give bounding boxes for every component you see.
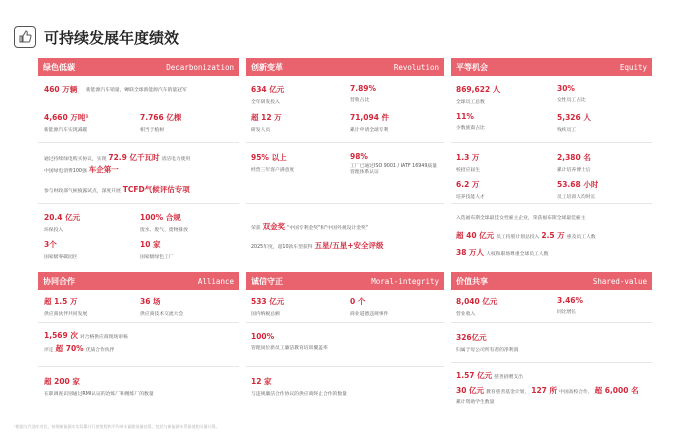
metric <box>140 212 188 233</box>
metric <box>44 376 154 397</box>
highlight-value: 车企第一 <box>88 165 119 174</box>
panel-title: 平等机会 <box>456 62 488 72</box>
metric-label: 全年研发投入 <box>251 100 280 105</box>
highlight-line <box>44 184 190 195</box>
panel-title: 绿色低碳 <box>43 62 75 72</box>
text: 惠及员工人数 <box>566 235 596 240</box>
highlight-value: 1,569 次 <box>44 331 78 340</box>
panel-moral-integrity <box>246 272 444 412</box>
metric-label: 与违规廉洁合作协议的供应商终止合作的数量 <box>251 392 347 397</box>
metric-label: 供应商伙伴共同发展 <box>44 312 88 317</box>
metric-value: 11% <box>456 112 474 121</box>
panel-title: 创新变革 <box>251 62 283 72</box>
metric <box>456 152 480 173</box>
metric-value: 7.89% <box>350 84 377 93</box>
metric <box>44 212 80 233</box>
text: 人权和职场尊重全球员工人数 <box>486 252 549 257</box>
metric-label: 经营三年客户满意度 <box>251 168 295 173</box>
text: 清洁电力使用 <box>161 157 191 162</box>
metric-value: 8,040 亿元 <box>456 297 498 306</box>
metric <box>140 112 181 133</box>
highlight-line <box>456 385 639 396</box>
panel-subtitle: Shared-value <box>592 276 647 286</box>
metric <box>251 84 284 105</box>
metric-value: 12 家 <box>251 377 272 386</box>
metric-value: 超 200 家 <box>44 377 80 386</box>
metric-value: 533 亿元 <box>251 297 285 306</box>
metric-value: 1.3 万 <box>456 153 480 162</box>
metric-value: 10 家 <box>140 240 161 249</box>
panel-title: 诚信守正 <box>251 276 283 286</box>
metric-value: 634 亿元 <box>251 85 285 94</box>
panel-header <box>246 58 444 76</box>
metric-label: 累计申请全球专利 <box>350 128 389 133</box>
highlight-value: 双金奖 <box>262 222 286 231</box>
panel-title: 协同合作 <box>43 276 75 286</box>
panel-header <box>451 58 652 76</box>
metric <box>350 112 389 133</box>
text: 荣获 <box>251 226 261 231</box>
highlight-line <box>456 398 494 405</box>
panel-title: 价值共享 <box>456 276 488 286</box>
highlight-line <box>44 164 119 175</box>
metric <box>557 152 591 173</box>
metric-label: 相当于植树 <box>140 128 164 133</box>
text: 参与财政部气候披露试点，深度开展 <box>44 189 121 194</box>
highlight-line <box>251 240 384 251</box>
text: 中国高校合作， <box>559 390 593 395</box>
panel-decarbonization <box>38 58 239 260</box>
panel-header <box>451 272 652 290</box>
metric-value: 53.68 小时 <box>557 180 599 189</box>
metric <box>350 152 440 176</box>
divider <box>451 322 652 323</box>
text: 通过持续绿电购买协议，实现 <box>44 157 107 162</box>
highlight-line <box>44 343 114 354</box>
highlight-value: 超 70% <box>55 344 84 353</box>
highlight-value: 五星/五星+安全评级 <box>314 241 384 250</box>
metric <box>251 376 347 397</box>
highlight-value: 超 6,000 名 <box>594 386 639 395</box>
highlight-line <box>456 214 586 221</box>
metric-label: 校招应届生 <box>456 168 480 173</box>
text: 优质合作伙伴 <box>85 348 115 353</box>
metric-value: 3.46% <box>557 296 584 305</box>
highlight-line <box>251 221 368 232</box>
highlight-line <box>44 152 190 163</box>
panel-alliance <box>38 272 239 412</box>
metric-label: 少数族裔占比 <box>456 126 485 131</box>
metric-label: 同比增长 <box>557 310 577 315</box>
panel-revolution <box>246 58 444 260</box>
panel-subtitle: Equity <box>619 62 647 72</box>
metric <box>251 112 282 133</box>
metric-label: 归属于母公司所有者的净利润 <box>456 348 519 353</box>
panel-header <box>38 58 239 76</box>
metric <box>557 296 583 315</box>
divider <box>38 322 239 323</box>
thumbs-up-icon <box>14 26 36 48</box>
metric-label: 研发人员 <box>251 128 271 133</box>
metric-value: 20.4 亿元 <box>44 213 81 222</box>
metric-value: 4,660 万吨¹ <box>44 113 89 122</box>
metric-label: 国家级绿色工厂 <box>140 255 174 260</box>
metric <box>251 332 328 351</box>
metric <box>44 112 89 133</box>
metric-label: 培养技能人才 <box>456 195 485 200</box>
text: 入选福布斯全球最佳女性雇主企业，荣获福布斯全球最佳雇主 <box>456 216 586 221</box>
metric-label: 新能源汽车实现减碳 <box>44 128 88 133</box>
metric <box>456 112 485 131</box>
highlight-value: 127 所 <box>531 386 558 395</box>
divider <box>246 322 444 323</box>
text: "中国专利金奖"和"中国外观设计金奖" <box>287 226 368 231</box>
metric <box>557 112 591 133</box>
panel-subtitle: Decarbonization <box>166 62 234 72</box>
text: 累计资助学生数量 <box>456 400 495 405</box>
text: 慈善捐赠支出 <box>494 375 523 380</box>
highlight-value: 超 40 亿元 <box>456 231 495 240</box>
highlight-value: 38 万人 <box>456 248 485 257</box>
metric <box>44 296 87 317</box>
divider <box>246 366 444 367</box>
metric-value: 6.2 万 <box>456 180 480 189</box>
text: 员工持股计划总投入 <box>496 235 540 240</box>
page-header <box>14 26 179 48</box>
text: 评定 <box>44 348 54 353</box>
metric <box>350 296 388 317</box>
metric-value: 0 个 <box>350 297 366 306</box>
panel-shared-value <box>451 272 652 412</box>
highlight-value: TCFD气候评估专项 <box>122 185 190 194</box>
panel-equity <box>451 58 652 260</box>
panel-header <box>38 272 239 290</box>
metric-value: 95% 以上 <box>251 153 287 162</box>
metric-label: 商业道德违规事件 <box>350 312 389 317</box>
highlight-line <box>456 230 596 241</box>
panel-subtitle: Revolution <box>393 62 439 72</box>
metric-value: 100% 合规 <box>140 213 181 222</box>
divider <box>451 203 652 204</box>
divider <box>246 203 444 204</box>
highlight-value: 30 亿元 <box>456 386 485 395</box>
divider <box>451 142 652 143</box>
highlight-value: 72.9 亿千瓦时 <box>108 153 160 162</box>
highlight-line <box>44 330 128 341</box>
divider <box>38 142 239 143</box>
footnote: ¹根据与汽油车对比，按照新能源车实际累计行驶里程和平均单车碳排放量估算，包括与新能源车系排放相关量计算。 <box>14 424 220 429</box>
metric-value: 326亿元 <box>456 333 487 342</box>
metric <box>251 152 294 173</box>
panel-header <box>246 272 444 290</box>
highlight-line <box>456 247 548 258</box>
highlight-value: 1.57 亿元 <box>456 371 493 380</box>
metric <box>251 296 284 317</box>
metric-label: 残疾员工 <box>557 128 577 133</box>
metric <box>557 84 586 103</box>
metric-label: 员工培训人均时长 <box>557 195 596 200</box>
divider <box>38 366 239 367</box>
metric <box>140 296 183 317</box>
text: 对合格供应商现场审核 <box>79 335 128 340</box>
metric <box>44 84 77 95</box>
text: 教育慈善基金计划， <box>486 390 530 395</box>
metric-value: 超 1.5 万 <box>44 297 78 306</box>
panel-subtitle: Moral-integrity <box>371 276 439 286</box>
metric-value: 460 万辆 <box>44 85 78 94</box>
metric-value: 30% <box>557 84 575 93</box>
metric-label: 管理岗位新员工廉洁教育培训覆盖率 <box>251 346 328 351</box>
metric-label <box>86 86 187 93</box>
metric <box>456 332 518 353</box>
metric-label: 工厂已通过ISO 9001 / IATF 16949质量管理体系认证 <box>350 164 438 176</box>
divider <box>38 203 239 204</box>
metric-value: 36 场 <box>140 297 161 306</box>
metric-value: 100% <box>251 332 275 341</box>
metric <box>456 179 485 200</box>
page-title: 可持续发展年度绩效 <box>44 28 180 47</box>
metric-value: 超 12 万 <box>251 113 282 122</box>
metric <box>456 296 497 317</box>
metric-label: 营业收入 <box>456 312 476 317</box>
metric-value: 7.766 亿棵 <box>140 113 182 122</box>
metric-value: 3个 <box>44 240 57 249</box>
metric-label: 供应商技术交流大会 <box>140 312 184 317</box>
metric-value: 98% <box>350 152 368 161</box>
panel-subtitle: Alliance <box>197 276 234 286</box>
metric <box>456 84 500 105</box>
metric <box>350 84 376 103</box>
divider <box>246 142 444 143</box>
metric-label: 全球员工总数 <box>456 100 485 105</box>
metric-value: 71,094 件 <box>350 113 390 122</box>
metric-label: 废水、废气、废物排放 <box>140 228 188 233</box>
divider <box>451 362 652 363</box>
text: 2025年度，超10款车型获得 <box>251 245 313 250</box>
metric-label-text: 新能源汽车销量，蝉联全球新能源汽车销量冠军 <box>86 88 187 93</box>
metric-label: 营收占比 <box>350 98 370 103</box>
metric-label: 女性员工占比 <box>557 98 586 103</box>
metric <box>557 179 598 200</box>
metric-value: 5,326 人 <box>557 113 591 122</box>
metric <box>44 239 78 260</box>
metric-value: 869,622 人 <box>456 85 501 94</box>
metric-value: 2,380 名 <box>557 153 591 162</box>
highlight-value: 2.5 万 <box>541 231 565 240</box>
metric-label: 在职调查识别通过RMI认证的冶炼厂和精炼厂的数量 <box>44 392 154 397</box>
metric <box>140 239 174 260</box>
metric-label: 国内纳税总额 <box>251 312 280 317</box>
metric-label: 国家级零碳园区 <box>44 255 78 260</box>
metric-label: 环保投入 <box>44 228 64 233</box>
highlight-line <box>456 370 523 381</box>
text: 中国绿电消费100强 <box>44 169 87 174</box>
metric-label: 累计培养博士后 <box>557 168 591 173</box>
